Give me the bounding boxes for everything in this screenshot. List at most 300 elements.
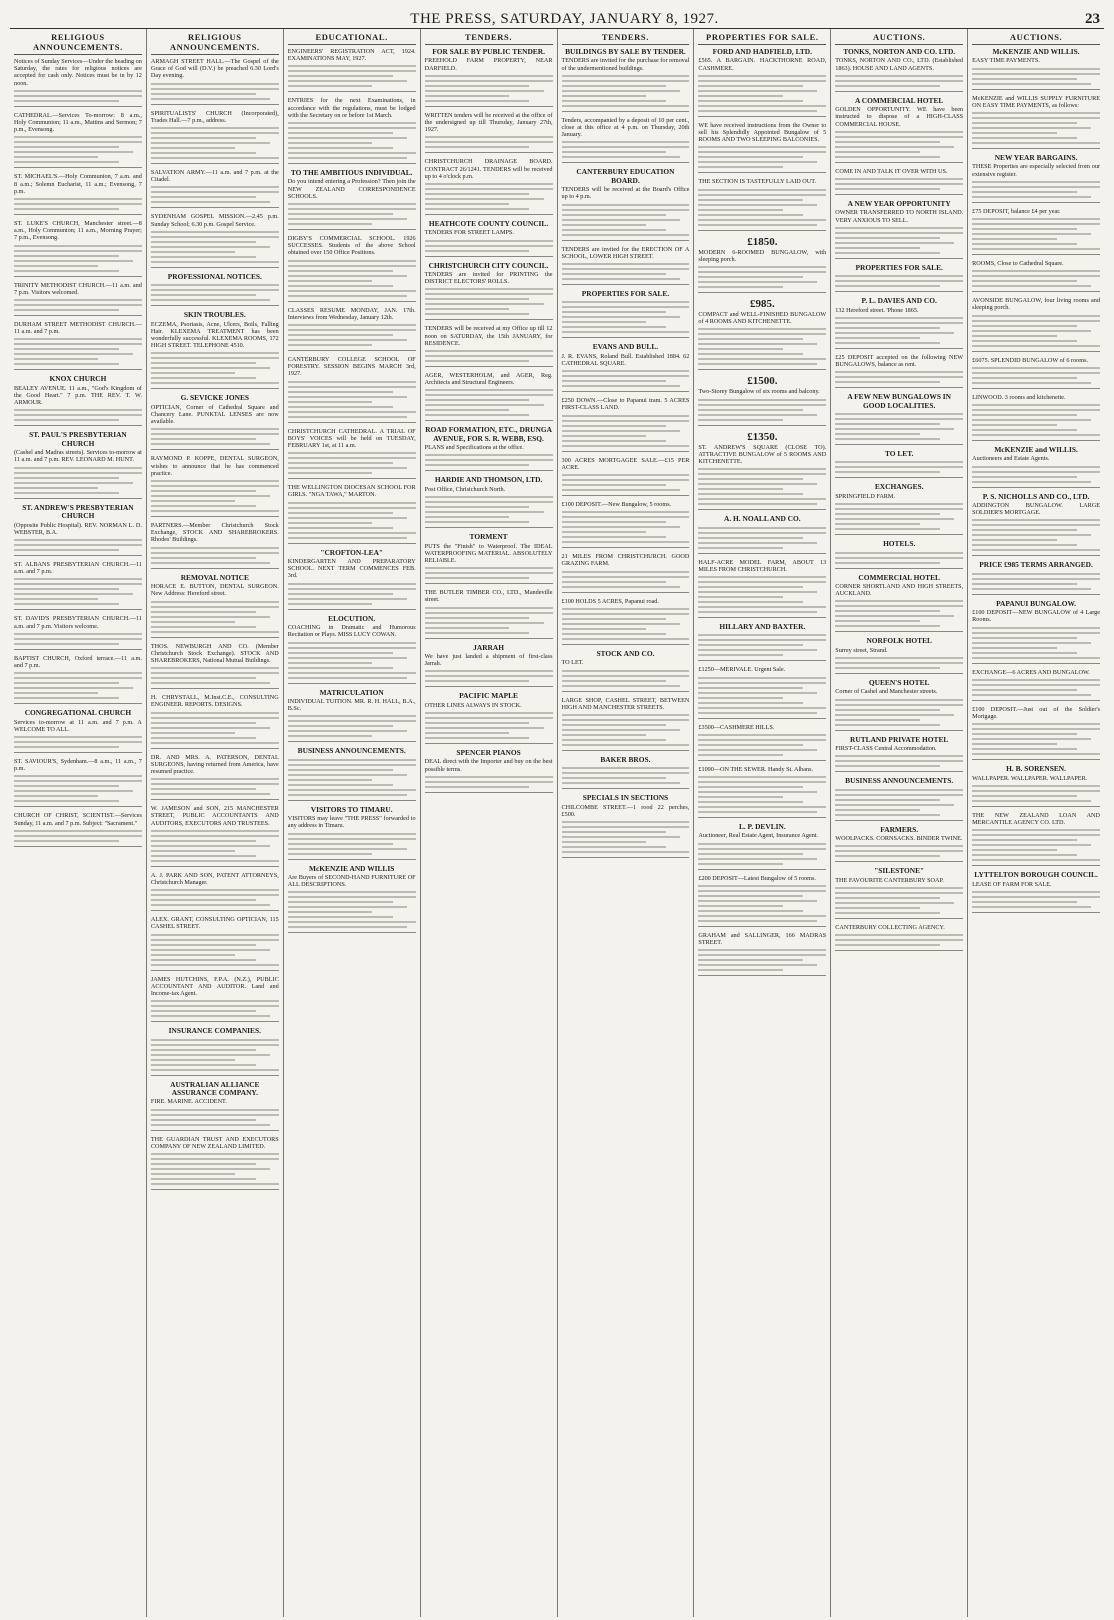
ad-body: £100 DEPOSIT.—Just out of the Soldier's Mortgage. xyxy=(972,705,1100,721)
advertisement xyxy=(698,724,826,761)
fine-print xyxy=(972,679,1100,696)
divider xyxy=(151,866,279,867)
ad-heading: NEW YEAR BARGAINS. xyxy=(994,153,1078,163)
ad-heading: FOR SALE BY PUBLIC TENDER. xyxy=(432,47,545,56)
newspaper-title: THE PRESS, SATURDAY, JANUARY 8, 1927. xyxy=(410,11,719,27)
fine-print xyxy=(288,203,416,225)
ad-body: Surrey street, Strand. xyxy=(835,646,888,654)
ad-body: THE GUARDIAN TRUST AND EXECUTORS COMPANY OF NEW ZEALAND LIMITED. xyxy=(150,1135,279,1150)
ad-body: LEASE OF FARM FOR SALE. xyxy=(972,880,1052,888)
advertisement xyxy=(698,178,826,230)
ad-body: DIGBY'S COMMERCIAL SCHOOL. 1926 SUCCESSES. Students of the above School obtained over 150 Office Positions. xyxy=(287,235,416,257)
divider xyxy=(14,369,142,370)
divider xyxy=(835,730,963,731)
fine-print xyxy=(151,712,279,744)
fine-print xyxy=(698,527,826,549)
ad-body: HORACE E. BUTTON, DENTAL SURGEON. New Address: Hereford street. xyxy=(150,583,279,598)
fine-print xyxy=(425,567,553,579)
fine-print xyxy=(288,452,416,474)
ad-heading: £1850. xyxy=(747,235,778,248)
divider xyxy=(151,637,279,638)
fine-print xyxy=(288,502,416,539)
ad-body: HALF-ACRE MODEL FARM, ABOUT 13 MILES FROM CHRISTCHURCH. xyxy=(698,558,827,573)
ad-heading: £1350. xyxy=(747,430,778,443)
divider xyxy=(288,683,416,684)
fine-print xyxy=(151,1109,279,1126)
ad-heading: ST. ANDREW'S PRESBYTERIAN CHURCH xyxy=(22,502,134,521)
advertisement xyxy=(698,666,826,718)
divider xyxy=(288,741,416,742)
fine-print xyxy=(288,381,416,418)
ad-body: WE have received instructions from the Owner to sell his Splendidly Appointed Bungalow of 5 ROOMS AND TWO SLEEPING BALCONIES. xyxy=(698,121,827,144)
divider xyxy=(972,555,1100,556)
divider xyxy=(972,148,1100,149)
ad-body: CORNER SHORTLAND AND HIGH STREETS, AUCKLAND. xyxy=(835,582,964,598)
fine-print xyxy=(835,131,963,158)
advertisement xyxy=(972,297,1100,351)
fine-print xyxy=(835,503,963,530)
ad-body: £100 HOLDS 5 ACRES, Papanui road. xyxy=(561,597,659,605)
advertisement xyxy=(972,48,1100,90)
divider xyxy=(562,391,690,392)
ad-heading: RUTLAND PRIVATE HOTEL xyxy=(850,734,949,744)
divider xyxy=(288,800,416,801)
advertisement xyxy=(562,794,690,858)
divider xyxy=(698,116,826,117)
fine-print xyxy=(425,776,553,788)
fine-print xyxy=(562,263,690,280)
ad-body: DR. AND MRS. A. PATERSON, DENTAL SURGEONS, having returned from America, have resumed practice. xyxy=(150,753,279,775)
divider xyxy=(151,568,279,569)
column-4 xyxy=(421,29,558,1617)
ad-heading: PROFESSIONAL NOTICES. xyxy=(167,271,262,281)
ad-body: THOS. NEWBURGH AND CO. (Member Christchurch Stock Exchange). STOCK AND SHAREBROKERS, National Mutual Buildings. xyxy=(150,642,279,664)
divider xyxy=(835,631,963,632)
divider xyxy=(835,534,963,535)
ad-heading: HILLARY AND BAXTER. xyxy=(719,622,806,632)
advertisement xyxy=(698,122,826,174)
advertisement xyxy=(288,806,416,860)
fine-print xyxy=(14,633,142,645)
advertisement xyxy=(972,357,1100,389)
divider xyxy=(835,861,963,862)
advertisement xyxy=(14,758,142,807)
ad-heading: EXCHANGES. xyxy=(874,482,924,492)
divider xyxy=(14,425,142,426)
ad-body: BEALEY AVENUE. 11 a.m., "God's Kingdom of the Good Heart." 7 p.m. THE REV. T. W. ARMOUR. xyxy=(14,384,142,407)
fine-print xyxy=(972,573,1100,590)
divider xyxy=(835,91,963,92)
fine-print xyxy=(151,601,279,633)
ad-heading: FORD AND HADFIELD, LTD. xyxy=(712,47,812,56)
fine-print xyxy=(562,767,690,784)
fine-print xyxy=(698,776,826,813)
advertisement xyxy=(835,393,963,445)
advertisement xyxy=(972,493,1100,557)
advertisement xyxy=(425,692,553,744)
advertisement xyxy=(288,356,416,423)
divider xyxy=(425,470,553,471)
divider xyxy=(698,926,826,927)
ad-body: W. JAMESON and SON, 215 MANCHESTER STREET, PUBLIC ACCOUNTANTS AND AUDITORS, EXECUTORS AND TRUSTEES. xyxy=(150,805,279,827)
divider xyxy=(425,256,553,257)
divider xyxy=(972,254,1100,255)
fine-print xyxy=(698,399,826,421)
advertisement xyxy=(972,260,1100,292)
fine-print xyxy=(835,845,963,857)
advertisement xyxy=(698,298,826,370)
ad-body: £3500—CASHMERE HILLS. xyxy=(698,723,775,731)
divider xyxy=(151,799,279,800)
fine-print xyxy=(562,415,690,447)
divider xyxy=(14,806,142,807)
fine-print xyxy=(698,677,826,714)
ad-body: £1250—MERIVALE. Urgent Sale. xyxy=(698,666,786,674)
divider xyxy=(151,970,279,971)
divider xyxy=(972,594,1100,595)
column-heading: EDUCATIONAL. xyxy=(288,32,416,45)
fine-print xyxy=(151,428,279,445)
ad-heading: JARRAH xyxy=(473,642,504,652)
fine-print xyxy=(425,389,553,416)
ad-body: LINWOOD. 3 rooms and kitchenette. xyxy=(972,393,1066,401)
ad-body: ST. ANDREW'S SQUARE (CLOSE TO). ATTRACTIVE BUNGALOW of 5 ROOMS AND KITCHENETTE. xyxy=(698,443,827,466)
advertisement xyxy=(835,777,963,820)
advertisement xyxy=(972,154,1100,203)
divider xyxy=(562,547,690,548)
fine-print xyxy=(972,723,1100,755)
advertisement xyxy=(835,924,963,951)
ad-body: THE NEW ZEALAND LOAN AND MERCANTILE AGENCY CO. LTD. xyxy=(972,811,1100,827)
divider xyxy=(425,319,553,320)
divider xyxy=(425,583,553,584)
ad-body: £200 DEPOSIT—Latest Bungalow of 5 rooms. xyxy=(698,874,816,882)
advertisement xyxy=(562,397,690,451)
advertisement xyxy=(562,343,690,392)
fine-print xyxy=(562,370,690,387)
ad-body: ST. ALBANS PRESBYTERIAN CHURCH.—11 a.m. and 7 p.m. xyxy=(14,560,142,576)
ad-heading: SPECIALS IN SECTIONS xyxy=(582,793,669,803)
divider xyxy=(425,686,553,687)
advertisement xyxy=(972,871,1100,913)
advertisement xyxy=(972,706,1100,760)
ad-body: PUTS the "Finish" to Waterproof. The IDEAL WATERPROOFING MATERIAL. ABSOLUTELY RELIABLE. xyxy=(424,542,553,564)
fine-print xyxy=(14,338,142,365)
advertisement xyxy=(835,354,963,388)
divider xyxy=(14,498,142,499)
ad-heading: A. H. NOALL AND CO. xyxy=(724,514,801,524)
ad-body: 132 Hereford street. 'Phone 1865. xyxy=(835,306,919,314)
divider xyxy=(835,194,963,195)
divider xyxy=(562,240,690,241)
column-1 xyxy=(10,29,147,1617)
ad-body: CHILCOMBE STREET.—1 rood 22 perches, £500. xyxy=(561,803,690,818)
divider xyxy=(14,846,142,847)
divider xyxy=(14,167,142,168)
fine-print xyxy=(14,245,142,272)
ad-body: DEAL direct with the Importer and buy on the best possible terms. xyxy=(424,758,553,773)
ad-body: RAYMOND P. KOPPE, DENTAL SURGEON, wishes to announce that he has commenced practice. xyxy=(150,455,279,477)
advertisement xyxy=(835,297,963,349)
fine-print xyxy=(972,270,1100,287)
column-2 xyxy=(147,29,284,1617)
divider xyxy=(288,301,416,302)
divider xyxy=(151,163,279,164)
fine-print xyxy=(288,583,416,605)
advertisement xyxy=(151,643,279,690)
divider xyxy=(698,817,826,818)
divider xyxy=(425,743,553,744)
column-3 xyxy=(284,29,421,1617)
ad-heading: VISITORS TO TIMARU. xyxy=(310,804,393,814)
column-heading: TENDERS. xyxy=(425,32,553,45)
column-7 xyxy=(831,29,968,1617)
ad-body: £75 DEPOSIT, balance £4 per year. xyxy=(972,207,1061,215)
advertisement xyxy=(835,168,963,195)
fine-print xyxy=(14,467,142,494)
ad-body: £6075. SPLENDID BUNGALOW of 6 rooms. xyxy=(972,356,1089,364)
fine-print xyxy=(972,829,1100,861)
fine-print xyxy=(835,552,963,564)
ad-body: DURHAM STREET METHODIST CHURCH.—11 a.m. and 7 p.m. xyxy=(14,321,142,336)
ad-body: TO LET. xyxy=(561,659,584,667)
ad-heading: PAPANUI BUNGALOW. xyxy=(996,598,1077,608)
advertisement xyxy=(151,976,279,1023)
divider xyxy=(698,718,826,719)
ad-heading: TO THE AMBITIOUS INDIVIDUAL. xyxy=(290,168,413,178)
fine-print xyxy=(835,413,963,440)
columns xyxy=(10,29,1104,1617)
ad-body: We have just landed a shipment of first-class Jarrah. xyxy=(424,652,553,668)
fine-print xyxy=(151,1153,279,1185)
ad-body: £100 DEPOSIT.—New Bungalow, 5 rooms. xyxy=(561,501,672,509)
advertisement xyxy=(288,48,416,92)
fine-print xyxy=(151,778,279,795)
ad-heading: BUSINESS ANNOUNCEMENTS. xyxy=(297,746,406,756)
fine-print xyxy=(972,68,1100,85)
divider xyxy=(698,660,826,661)
fine-print xyxy=(288,833,416,855)
fine-print xyxy=(835,699,963,726)
advertisement xyxy=(151,694,279,748)
advertisement xyxy=(14,812,142,846)
advertisement xyxy=(14,321,142,370)
ad-heading: CONGREGATIONAL CHURCH xyxy=(24,708,132,718)
ad-heading: COMMERCIAL HOTEL xyxy=(858,572,940,582)
ad-body: £565. A BARGAIN. HACKTHORNE ROAD, CASHMERE. xyxy=(698,57,827,72)
fine-print xyxy=(562,474,690,491)
divider xyxy=(698,553,826,554)
fine-print xyxy=(425,240,553,252)
divider xyxy=(288,543,416,544)
advertisement xyxy=(14,431,142,498)
divider xyxy=(562,495,690,496)
divider xyxy=(288,932,416,933)
fine-print xyxy=(698,75,826,112)
fine-print xyxy=(835,371,963,383)
ad-heading: McKENZIE and WILLIS. xyxy=(994,445,1078,455)
fine-print xyxy=(835,789,963,816)
divider xyxy=(835,673,963,674)
advertisement xyxy=(14,655,142,704)
fine-print xyxy=(288,324,416,346)
divider xyxy=(288,609,416,610)
advertisement xyxy=(425,262,553,321)
ad-heading: ELOCUTION. xyxy=(328,613,376,623)
advertisement xyxy=(562,290,690,338)
fine-print xyxy=(425,607,553,634)
ad-heading: "SILESTONE" xyxy=(874,866,925,876)
ad-body: MODERN 6-ROOMED BUNGALOW, with sleeping porch. xyxy=(698,248,827,263)
fine-print xyxy=(562,75,690,107)
advertisement xyxy=(151,1081,279,1131)
divider xyxy=(288,229,416,230)
ad-heading: TORMENT xyxy=(469,532,508,542)
divider xyxy=(835,162,963,163)
fine-print xyxy=(698,734,826,756)
advertisement xyxy=(698,559,826,618)
divider xyxy=(288,91,416,92)
ad-body: WRITTEN tenders will be received at the office of the undersigned up till Thursday, January 27th, 1927. xyxy=(424,111,553,134)
advertisement xyxy=(151,455,279,517)
fine-print xyxy=(151,284,279,301)
advertisement xyxy=(835,48,963,92)
advertisement xyxy=(698,623,826,661)
advertisement xyxy=(151,916,279,970)
ad-heading: HEATHCOTE COUNTY COUNCIL. xyxy=(428,219,549,229)
fine-print xyxy=(288,715,416,737)
ad-heading: McKENZIE AND WILLIS. xyxy=(992,47,1080,56)
ad-body: TRINITY METHODIST CHURCH.—11 a.m. and 7 p.m. Visitors welcomed. xyxy=(14,281,142,296)
advertisement xyxy=(562,501,690,548)
fine-print xyxy=(151,1000,279,1017)
ad-heading: A COMMERCIAL HOTEL xyxy=(855,95,944,105)
ad-heading: PROPERTIES FOR SALE. xyxy=(581,289,670,299)
fine-print xyxy=(151,480,279,512)
advertisement xyxy=(835,540,963,568)
ad-body: 300 ACRES MORTGAGEE SALE.—£15 PER ACRE. xyxy=(561,456,690,471)
fine-print xyxy=(972,891,1100,908)
fine-print xyxy=(14,136,142,163)
ad-heading: PACIFIC MAPLE xyxy=(459,691,518,701)
ad-body: CATHEDRAL.—Services To-morrow: 8 a.m., Holy Communion; 11 a.m., Mattins and Sermon; 7 p.m., Evensong. xyxy=(14,111,142,134)
ad-body: TENDERS are invited for the purchase for removal of the undermentioned buildings. xyxy=(561,57,690,72)
column-6 xyxy=(694,29,831,1617)
ad-body: ENTRIES for the next Examinations, in accordance with the regulations, must be lodged with the Secretary on or before 1st March. xyxy=(287,97,416,119)
advertisement xyxy=(562,246,690,285)
divider xyxy=(972,440,1100,441)
advertisement xyxy=(562,168,690,240)
ad-body: EASY TIME PAYMENTS. xyxy=(972,57,1040,65)
advertisement xyxy=(14,173,142,215)
fine-print xyxy=(972,785,1100,802)
ad-body: ALEX. GRANT, CONSULTING OPTICIAN, 115 CASHEL STREET. xyxy=(150,916,279,931)
ad-heading: P. S. NICHOLLS AND CO., LTD. xyxy=(982,491,1090,501)
divider xyxy=(972,202,1100,203)
ad-body: INDIVIDUAL TUITION. MR. R. H. HALL, B.A., B.Sc. xyxy=(287,697,416,713)
advertisement xyxy=(562,117,690,164)
ad-body: ARMAGH STREET HALL.—The Gospel of the Grace of God will (D.V.) be preached 6.30 Lord's Day evening. xyxy=(150,58,279,80)
divider xyxy=(698,230,826,231)
advertisement xyxy=(425,749,553,793)
divider xyxy=(972,806,1100,807)
divider xyxy=(151,1189,279,1190)
advertisement xyxy=(14,112,142,169)
ad-body: SPRINGFIELD FARM. xyxy=(835,492,895,500)
fine-print xyxy=(835,461,963,473)
fine-print xyxy=(698,266,826,288)
divider xyxy=(698,509,826,510)
fine-print xyxy=(14,198,142,210)
advertisement xyxy=(151,1136,279,1190)
ad-heading: MATRICULATION xyxy=(319,687,384,697)
fine-print xyxy=(151,186,279,203)
divider xyxy=(425,214,553,215)
divider xyxy=(972,388,1100,389)
divider xyxy=(425,366,553,367)
column-5 xyxy=(558,29,695,1617)
masthead xyxy=(10,6,1104,29)
ad-body: CLASSES RESUME MONDAY, JAN. 17th. Interviews from Wednesday, January 12th. xyxy=(287,306,416,321)
advertisement xyxy=(562,756,690,789)
advertisement xyxy=(288,169,416,230)
ad-body: THESE Properties are especially selected from our extensive register. xyxy=(972,163,1100,178)
ad-body: THE FAVOURITE CANTERBURY SOAP. xyxy=(835,876,944,884)
advertisement xyxy=(562,457,690,496)
advertisement xyxy=(288,865,416,934)
fine-print xyxy=(698,468,826,505)
divider xyxy=(151,267,279,268)
ad-heading: LYTTELTON BOROUGH COUNCIL. xyxy=(974,870,1098,880)
ad-body: Two-Storey Bungalow of six rooms and balcony. xyxy=(698,388,820,396)
ad-body: CANTERBURY COLLEGE SCHOOL OF FORESTRY. SESSION BEGINS MARCH 3rd, 1927. xyxy=(287,356,416,378)
advertisement xyxy=(151,574,279,638)
divider xyxy=(835,918,963,919)
advertisement xyxy=(972,394,1100,441)
fine-print xyxy=(562,204,690,236)
divider xyxy=(288,478,416,479)
fine-print xyxy=(698,189,826,226)
ad-body: EXCHANGE—6 ACRES AND BUNGALOW. xyxy=(972,668,1090,676)
fine-print xyxy=(14,775,142,802)
ad-heading: McKENZIE AND WILLIS xyxy=(309,863,395,873)
divider xyxy=(14,649,142,650)
fine-print xyxy=(698,146,826,168)
fine-print xyxy=(972,218,1100,250)
fine-print xyxy=(288,260,416,297)
fine-print xyxy=(14,90,142,102)
ad-body: OWNER TRANSFERRED TO NORTH ISLAND. VERY ANXIOUS TO SELL. xyxy=(835,209,964,224)
ad-body: (Cashel and Madras streets). Services to-morrow at 11 a.m. and 7 p.m. REV. LEONARD M. HUNT. xyxy=(14,449,142,464)
advertisement xyxy=(151,273,279,306)
divider xyxy=(562,788,690,789)
advertisement xyxy=(288,307,416,351)
divider xyxy=(698,425,826,426)
advertisement xyxy=(425,48,553,107)
advertisement xyxy=(562,48,690,112)
divider xyxy=(835,387,963,388)
fine-print xyxy=(972,367,1100,384)
ad-body: ST. DAVID'S PRESBYTERIAN CHURCH.—11 a.m. and 7 p.m. Visitors welcome. xyxy=(14,615,142,630)
ad-body: WOOLPACKS. CORNSACKS. BINDER TWINE. xyxy=(835,834,963,842)
advertisement xyxy=(698,766,826,818)
ad-body: SPIRITUALISTS' CHURCH (Incorporated), Trades Hall.—7 p.m., address. xyxy=(150,109,279,124)
fine-print xyxy=(835,178,963,190)
advertisement xyxy=(151,58,279,105)
ad-body: WALLPAPER. WALLPAPER. WALLPAPER. xyxy=(972,774,1088,782)
ad-body: £1090—ON THE SEWER. Handy St. Albans. xyxy=(698,765,814,773)
divider xyxy=(151,207,279,208)
